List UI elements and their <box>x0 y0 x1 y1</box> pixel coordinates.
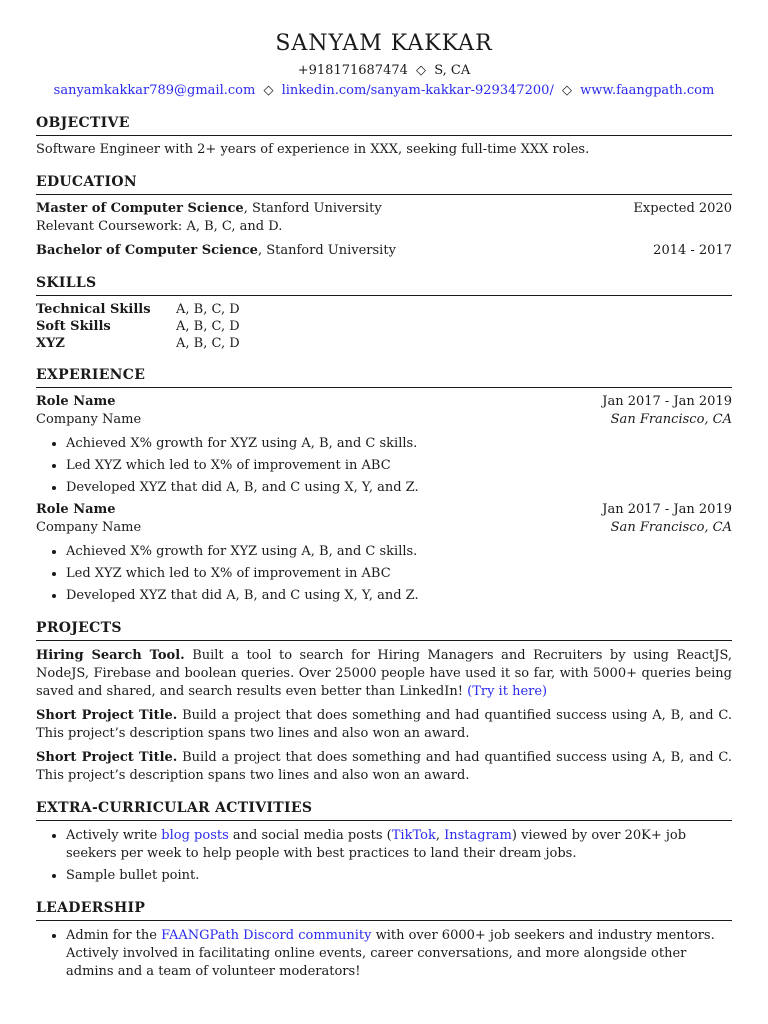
text-span: with over 6000+ job seekers and industry mentors. Actively involved in facilitating online events, career conversations, and more alongside other admins and a team of volunteer moderators! <box>66 928 715 979</box>
objective-text: Software Engineer with 2+ years of experience in XXX, seeking full-time XXX roles. <box>36 142 590 157</box>
company-name: Company Name <box>36 520 142 535</box>
resume-page <box>36 30 732 985</box>
location: S, CA <box>434 63 471 78</box>
experience-item <box>36 393 732 497</box>
text-span: Actively write <box>66 828 162 843</box>
project-item <box>36 707 732 743</box>
email-link[interactable]: sanyamkakkar789@gmail.com <box>53 83 256 98</box>
diamond-separator-icon: ◇ <box>416 63 427 78</box>
contact-line <box>36 62 732 80</box>
skill-category: Soft Skills <box>36 319 111 334</box>
education-section <box>36 173 732 260</box>
role-name: Role Name <box>36 394 116 409</box>
education-item <box>36 242 732 260</box>
project-description: Build a project that does something and had quantified success using A, B, and C. This project’s description spans two lines and also won an award. <box>36 750 732 783</box>
education-item <box>36 200 732 236</box>
role-dates: Jan 2017 - Jan 2019 <box>602 394 732 409</box>
try-it-here-link[interactable]: (Try it here) <box>467 684 548 699</box>
list-item: • Developed XYZ that did A, B, and C using X, Y, and Z. <box>66 479 732 497</box>
section-title: EDUCATION <box>36 173 732 195</box>
section-title: PROJECTS <box>36 619 732 641</box>
instagram-link[interactable]: Instagram <box>444 828 512 843</box>
project-title: Hiring Search Tool. <box>36 648 185 663</box>
resume-header <box>36 30 732 100</box>
company-name: Company Name <box>36 412 142 427</box>
role-dates: Jan 2017 - Jan 2019 <box>602 502 732 517</box>
school-name: , Stanford University <box>243 201 382 216</box>
degree-name: Master of Computer Science <box>36 201 244 216</box>
project-item <box>36 647 732 701</box>
skill-values: A, B, C, D <box>176 302 240 317</box>
projects-section <box>36 619 732 785</box>
leadership-section <box>36 899 732 981</box>
leadership-bullets <box>36 927 732 981</box>
coursework: Relevant Coursework: A, B, C, and D. <box>36 219 283 234</box>
diamond-separator-icon: ◇ <box>561 83 572 98</box>
tiktok-link[interactable]: TikTok <box>391 828 436 843</box>
degree-name: Bachelor of Computer Science <box>36 243 258 258</box>
section-title: SKILLS <box>36 274 732 296</box>
list-item <box>66 927 732 981</box>
links-line <box>36 82 732 100</box>
list-item: • Led XYZ which led to X% of improvement in ABC <box>66 457 732 475</box>
blog-posts-link[interactable]: blog posts <box>161 828 229 843</box>
text-span: Admin for the <box>66 928 162 943</box>
objective-section <box>36 114 732 159</box>
section-title: LEADERSHIP <box>36 899 732 921</box>
section-title: EXPERIENCE <box>36 366 732 388</box>
company-location: San Francisco, CA <box>610 412 732 427</box>
experience-bullets <box>36 435 732 497</box>
section-title: EXTRA-CURRICULAR ACTIVITIES <box>36 799 732 821</box>
phone-number: +918171687474 <box>297 63 408 78</box>
list-item: • Achieved X% growth for XYZ using A, B, and C skills. <box>66 543 732 561</box>
extracurricular-section <box>36 799 732 885</box>
experience-section <box>36 366 732 605</box>
list-item: • Achieved X% growth for XYZ using A, B, and C skills. <box>66 435 732 453</box>
text-span: ) viewed by over 20K+ job seekers per week to help people with best practices to land their dream jobs. <box>66 828 687 861</box>
diamond-separator-icon: ◇ <box>263 83 274 98</box>
project-description: Built a tool to search for Hiring Managers and Recruiters by using ReactJS, NodeJS, Firebase and boolean queries. Over 25000 people have used it so far, with 5000+ queries being saved and shared, and search results even better than LinkedIn! <box>36 648 733 699</box>
skills-table <box>36 301 732 352</box>
text-span: and social media posts ( <box>228 828 392 843</box>
skill-values: A, B, C, D <box>176 319 240 334</box>
text-span: , <box>435 828 445 843</box>
project-description: Build a project that does something and had quantified success using A, B, and C. This project’s description spans two lines and also won an award. <box>36 708 732 741</box>
skills-section <box>36 274 732 352</box>
skill-category: XYZ <box>36 336 65 351</box>
section-title: OBJECTIVE <box>36 114 732 136</box>
list-item: • Developed XYZ that did A, B, and C using X, Y, and Z. <box>66 587 732 605</box>
skill-category: Technical Skills <box>36 302 151 317</box>
experience-bullets <box>36 543 732 605</box>
company-location: San Francisco, CA <box>610 520 732 535</box>
school-name: , Stanford University <box>257 243 396 258</box>
website-link[interactable]: www.faangpath.com <box>580 83 715 98</box>
project-title: Short Project Title. <box>36 750 178 765</box>
skill-row <box>36 318 732 335</box>
skill-row <box>36 301 732 318</box>
project-title: Short Project Title. <box>36 708 178 723</box>
education-date: Expected 2020 <box>633 201 732 216</box>
experience-item <box>36 501 732 605</box>
skill-values: A, B, C, D <box>176 336 240 351</box>
list-item: • Sample bullet point. <box>66 867 732 885</box>
extracurricular-bullets <box>36 827 732 885</box>
linkedin-link[interactable]: linkedin.com/sanyam-kakkar-929347200/ <box>281 83 554 98</box>
list-item <box>66 827 732 863</box>
education-date: 2014 - 2017 <box>653 243 732 258</box>
candidate-name: SANYAM KAKKAR <box>275 31 493 56</box>
project-item <box>36 749 732 785</box>
skill-row <box>36 335 732 352</box>
discord-community-link[interactable]: FAANGPath Discord community <box>161 928 372 943</box>
list-item: • Led XYZ which led to X% of improvement in ABC <box>66 565 732 583</box>
role-name: Role Name <box>36 502 116 517</box>
